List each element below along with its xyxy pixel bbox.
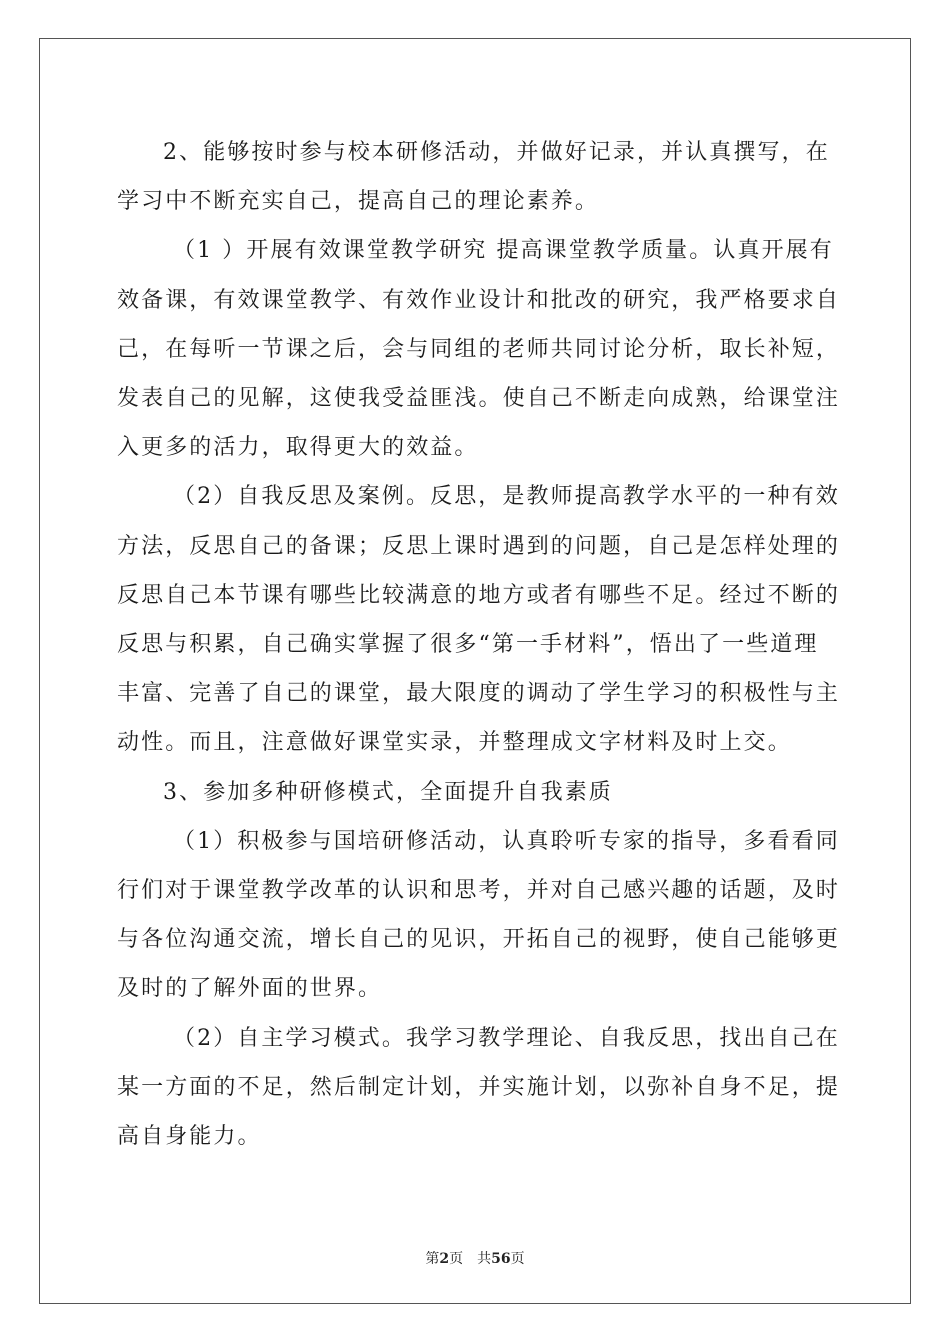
page-footer <box>0 1248 950 1268</box>
page-label-suffix: 页 <box>449 1251 464 1267</box>
paragraph-line: （1）积极参与国培研修活动，认真聆听专家的指导，多看看同 <box>173 828 840 854</box>
document-body <box>117 128 841 1161</box>
paragraph-line: 学习中不断充实自己，提高自己的理论素养。 <box>117 189 600 215</box>
paragraph-4 <box>117 768 837 817</box>
paragraph-line: 方法，反思自己的备课；反思上课时遇到的问题，自己是怎样处理的 <box>117 533 841 559</box>
paragraph-line: 己，在每听一节课之后，会与同组的老师共同讨论分析，取长补短， <box>117 336 841 362</box>
paragraph-6 <box>117 1014 841 1162</box>
paragraph-line: 动性。而且，注意做好课堂实录，并整理成文字材料及时上交。 <box>117 730 792 756</box>
paragraph-line: （2）自我反思及案例。反思，是教师提高教学水平的一种有效 <box>173 484 840 510</box>
paragraph-3 <box>117 472 841 767</box>
paragraph-line: 行们对于课堂教学改革的认识和思考，并对自己感兴趣的话题，及时 <box>117 878 841 904</box>
paragraph-line: 反思与积累，自己确实掌握了很多“第一手材料”，悟出了一些道理 <box>117 632 819 658</box>
paragraph-line: 高自身能力。 <box>117 1124 262 1150</box>
total-label-prefix: 共 <box>477 1251 492 1267</box>
paragraph-line: 某一方面的不足，然后制定计划，并实施计划，以弥补自身不足，提 <box>117 1074 841 1100</box>
paragraph-5 <box>117 817 841 1014</box>
page-label-prefix: 第 <box>425 1251 440 1267</box>
paragraph-line: （1 ）开展有效课堂教学研究 提高课堂教学质量。认真开展有 <box>173 238 834 264</box>
total-label-suffix: 页 <box>510 1251 525 1267</box>
total-pages: 56 <box>491 1251 511 1267</box>
paragraph-line: 效备课，有效课堂教学、有效作业设计和批改的研究，我严格要求自 <box>117 287 841 313</box>
paragraph-line: 3、参加多种研修模式，全面提升自我素质 <box>163 779 613 805</box>
paragraph-line: （2）自主学习模式。我学习教学理论、自我反思，找出自己在 <box>173 1025 840 1051</box>
paragraph-line: 及时的了解外面的世界。 <box>117 976 383 1002</box>
paragraph-line: 发表自己的见解，这使我受益匪浅。使自己不断走向成熟，给课堂注 <box>117 386 841 412</box>
paragraph-2 <box>117 226 841 472</box>
paragraph-1 <box>117 128 837 226</box>
page-number: 2 <box>439 1251 450 1267</box>
paragraph-line: 丰富、完善了自己的课堂，最大限度的调动了学生学习的积极性与主 <box>117 681 841 707</box>
paragraph-line: 反思自己本节课有哪些比较满意的地方或者有哪些不足。经过不断的 <box>117 582 841 608</box>
paragraph-line: 入更多的活力，取得更大的效益。 <box>117 435 479 461</box>
paragraph-line: 2、能够按时参与校本研修活动，并做好记录，并认真撰写，在 <box>163 140 830 165</box>
paragraph-line: 与各位沟通交流，增长自己的见识，开拓自己的视野，使自己能够更 <box>117 927 841 953</box>
